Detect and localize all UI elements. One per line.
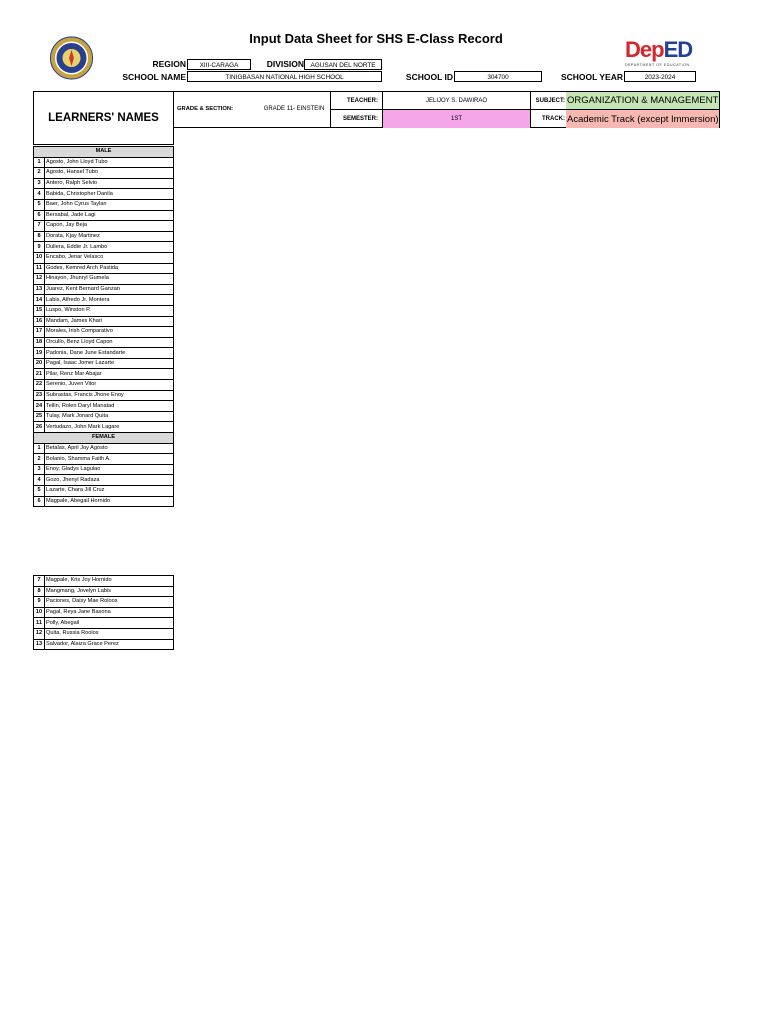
row-number: 7 [34, 576, 45, 587]
table-row [34, 496, 174, 507]
learner-name-cell[interactable]: Encabo, Jenar Velasco [45, 252, 174, 263]
learner-name-cell[interactable]: Pagal, Reya Jane Basona [45, 607, 174, 618]
row-number: 24 [34, 401, 45, 412]
table-row [34, 618, 174, 629]
row-number: 9 [34, 597, 45, 608]
school-name-field[interactable]: TINIGBASAN NATIONAL HIGH SCHOOL [187, 71, 382, 82]
school-id-label: SCHOOL ID [405, 72, 453, 82]
row-number: 19 [34, 348, 45, 359]
row-number: 23 [34, 390, 45, 401]
row-number: 25 [34, 411, 45, 422]
row-number: 13 [34, 284, 45, 295]
section-header-row [34, 147, 174, 158]
row-number: 26 [34, 422, 45, 433]
row-number: 7 [34, 221, 45, 232]
learner-name-cell[interactable]: Vertudazo, John Mark Lagare [45, 422, 174, 433]
table-row [34, 199, 174, 210]
row-number: 16 [34, 316, 45, 327]
subject-label: SUBJECT: [530, 92, 566, 110]
semester-label: SEMESTER: [330, 110, 382, 128]
deped-logo [625, 37, 720, 72]
row-number: 11 [34, 618, 45, 629]
learner-name-cell[interactable]: Mandam, James Khari [45, 316, 174, 327]
row-number: 10 [34, 607, 45, 618]
row-number: 8 [34, 586, 45, 597]
school-year-label: SCHOOL YEAR [560, 72, 623, 82]
table-row [34, 358, 174, 369]
table-row [34, 380, 174, 391]
table-row [34, 607, 174, 618]
row-number: 14 [34, 295, 45, 306]
learner-name-cell[interactable]: Labis, Alfredo Jr. Montera [45, 295, 174, 306]
table-row [34, 274, 174, 285]
table-row [34, 178, 174, 189]
table-row [34, 189, 174, 200]
deped-seal-icon [44, 36, 99, 80]
table-row [34, 576, 174, 587]
row-number: 12 [34, 628, 45, 639]
table-row [34, 464, 174, 475]
subject-field[interactable]: ORGANIZATION & MANAGEMENT [566, 92, 719, 110]
learner-name-cell[interactable]: Tellin, Rolen Daryl Manatad [45, 401, 174, 412]
section-header: FEMALE [34, 433, 174, 444]
learner-name-cell[interactable]: Orcullo, Benz Lloyd Capon [45, 337, 174, 348]
learner-name-cell[interactable]: Salvador, Alaiza Grace Perez [45, 639, 174, 650]
region-label: REGION [152, 59, 186, 69]
row-number: 4 [34, 475, 45, 486]
table-row [34, 475, 174, 486]
table-row [34, 210, 174, 221]
learner-name-cell[interactable]: Luspo, Winston P. [45, 305, 174, 316]
division-field[interactable]: AGUSAN DEL NORTE [304, 59, 382, 70]
learner-name-cell[interactable]: Magpale, Kris Joy Hornido [45, 576, 174, 587]
learners-names-header: LEARNERS' NAMES [33, 91, 174, 145]
learner-name-cell[interactable]: Agosto, John Lloyd Tubo [45, 157, 174, 168]
learner-name-cell[interactable]: Gozo, Jhenyl Radaza [45, 475, 174, 486]
table-row [34, 628, 174, 639]
row-number: 13 [34, 639, 45, 650]
table-row [34, 401, 174, 412]
table-row [34, 284, 174, 295]
grade-section-field[interactable]: GRADE 11- EINSTEIN [263, 106, 325, 112]
learner-name-cell[interactable]: Pagal, Isaac Jomer Lazarte [45, 358, 174, 369]
row-number: 15 [34, 305, 45, 316]
table-row [34, 252, 174, 263]
learner-name-cell[interactable]: Tulay, Mark Jonard Quita [45, 411, 174, 422]
table-row [34, 639, 174, 650]
teacher-label: TEACHER: [330, 92, 382, 110]
section-header: MALE [34, 147, 174, 158]
learner-name-cell[interactable]: Babida, Christopher Danila [45, 189, 174, 200]
section-header-row [34, 433, 174, 444]
table-row [34, 168, 174, 179]
row-number: 2 [34, 454, 45, 465]
table-row [34, 157, 174, 168]
table-row [34, 295, 174, 306]
row-number: 4 [34, 189, 45, 200]
learner-name-cell[interactable]: Polly, Abegail [45, 618, 174, 629]
learner-name-cell[interactable]: Mangmang, Jovelyn Labis [45, 586, 174, 597]
roster-table-continued [33, 575, 174, 650]
school-year-field[interactable]: 2023-2024 [624, 71, 696, 82]
deped-logo-text: DepED [625, 37, 693, 62]
row-number: 11 [34, 263, 45, 274]
table-row [34, 337, 174, 348]
learner-name-cell[interactable]: Bersabal, Jade Lagi [45, 210, 174, 221]
row-number: 12 [34, 274, 45, 285]
roster-table [33, 146, 174, 507]
row-number: 1 [34, 443, 45, 454]
row-number: 1 [34, 157, 45, 168]
row-number: 17 [34, 327, 45, 338]
row-number: 22 [34, 380, 45, 391]
learner-name-cell[interactable]: Magpale, Abegail Hornido [45, 496, 174, 507]
table-row [34, 242, 174, 253]
learner-name-cell[interactable]: Subrastas, Francis Jhone Enoy [45, 390, 174, 401]
table-row [34, 443, 174, 454]
table-row [34, 263, 174, 274]
row-number: 3 [34, 178, 45, 189]
learner-name-cell[interactable]: Capon, Jay Beja [45, 221, 174, 232]
learner-name-cell[interactable]: Baer, John Cyrus Taylan [45, 199, 174, 210]
row-number: 5 [34, 199, 45, 210]
learner-name-cell[interactable]: Pilar, Renz Mar Abajar [45, 369, 174, 380]
table-row [34, 348, 174, 359]
row-number: 21 [34, 369, 45, 380]
row-number: 9 [34, 242, 45, 253]
learner-name-cell[interactable]: Godes, Kemred Arch Pastida [45, 263, 174, 274]
table-row [34, 221, 174, 232]
row-number: 18 [34, 337, 45, 348]
row-number: 2 [34, 168, 45, 179]
table-row [34, 231, 174, 242]
deped-logo-subtext: DEPARTMENT OF EDUCATION [625, 63, 690, 67]
class-info-block [174, 91, 720, 128]
row-number: 3 [34, 464, 45, 475]
teacher-field[interactable]: JELIJOY S. DAWIRAO [382, 92, 530, 110]
learner-name-cell[interactable]: Enoy, Gladys Lagulao [45, 464, 174, 475]
table-row [34, 305, 174, 316]
learner-name-cell[interactable]: Paciones, Daisy Mae Roloos [45, 597, 174, 608]
learner-name-cell[interactable]: Betalas, April Joy Agosto [45, 443, 174, 454]
table-row [34, 316, 174, 327]
track-field[interactable]: Academic Track (except Immersion) [566, 110, 719, 128]
learner-name-cell[interactable]: Morales, Irish Comparativo [45, 327, 174, 338]
table-row [34, 411, 174, 422]
page-title: Input Data Sheet for SHS E-Class Record [249, 31, 503, 46]
learner-name-cell[interactable]: Dullera, Eddie Jr. Lambo [45, 242, 174, 253]
table-row [34, 454, 174, 465]
row-number: 6 [34, 210, 45, 221]
school-id-field[interactable]: 304700 [454, 71, 542, 82]
semester-field[interactable]: 1ST [382, 110, 530, 128]
learner-name-cell[interactable]: Serenio, Juven Vitor [45, 380, 174, 391]
table-row [34, 369, 174, 380]
learner-name-cell[interactable]: Dorata, Kjay Martinez [45, 231, 174, 242]
table-row [34, 390, 174, 401]
learner-name-cell[interactable]: Padonia, Dane June Estandarte [45, 348, 174, 359]
table-row [34, 586, 174, 597]
learner-name-cell[interactable]: Antero, Ralph Selvio [45, 178, 174, 189]
learner-name-cell[interactable]: Quita, Russia Roolos [45, 628, 174, 639]
row-number: 8 [34, 231, 45, 242]
table-row [34, 597, 174, 608]
table-row [34, 327, 174, 338]
division-label: DIVISION [266, 59, 304, 69]
table-row [34, 422, 174, 433]
school-name-label: SCHOOL NAME [122, 72, 186, 82]
table-row [34, 486, 174, 497]
grade-section-label: GRADE & SECTION: [177, 106, 234, 112]
row-number: 5 [34, 486, 45, 497]
region-field[interactable]: XIII-CARAGA [187, 59, 251, 70]
row-number: 6 [34, 496, 45, 507]
row-number: 10 [34, 252, 45, 263]
learner-name-cell[interactable]: Juarez, Kent Bernard Ganzan [45, 284, 174, 295]
learner-name-cell[interactable]: Agosto, Hansel Tubo [45, 168, 174, 179]
learner-name-cell[interactable]: Lazarte, Chara Jill Cruz [45, 486, 174, 497]
row-number: 20 [34, 358, 45, 369]
learner-name-cell[interactable]: Hinayon, Jhunryl Gumela [45, 274, 174, 285]
track-label: TRACK: [530, 110, 566, 128]
learner-name-cell[interactable]: Bolanio, Shamma Faith A. [45, 454, 174, 465]
